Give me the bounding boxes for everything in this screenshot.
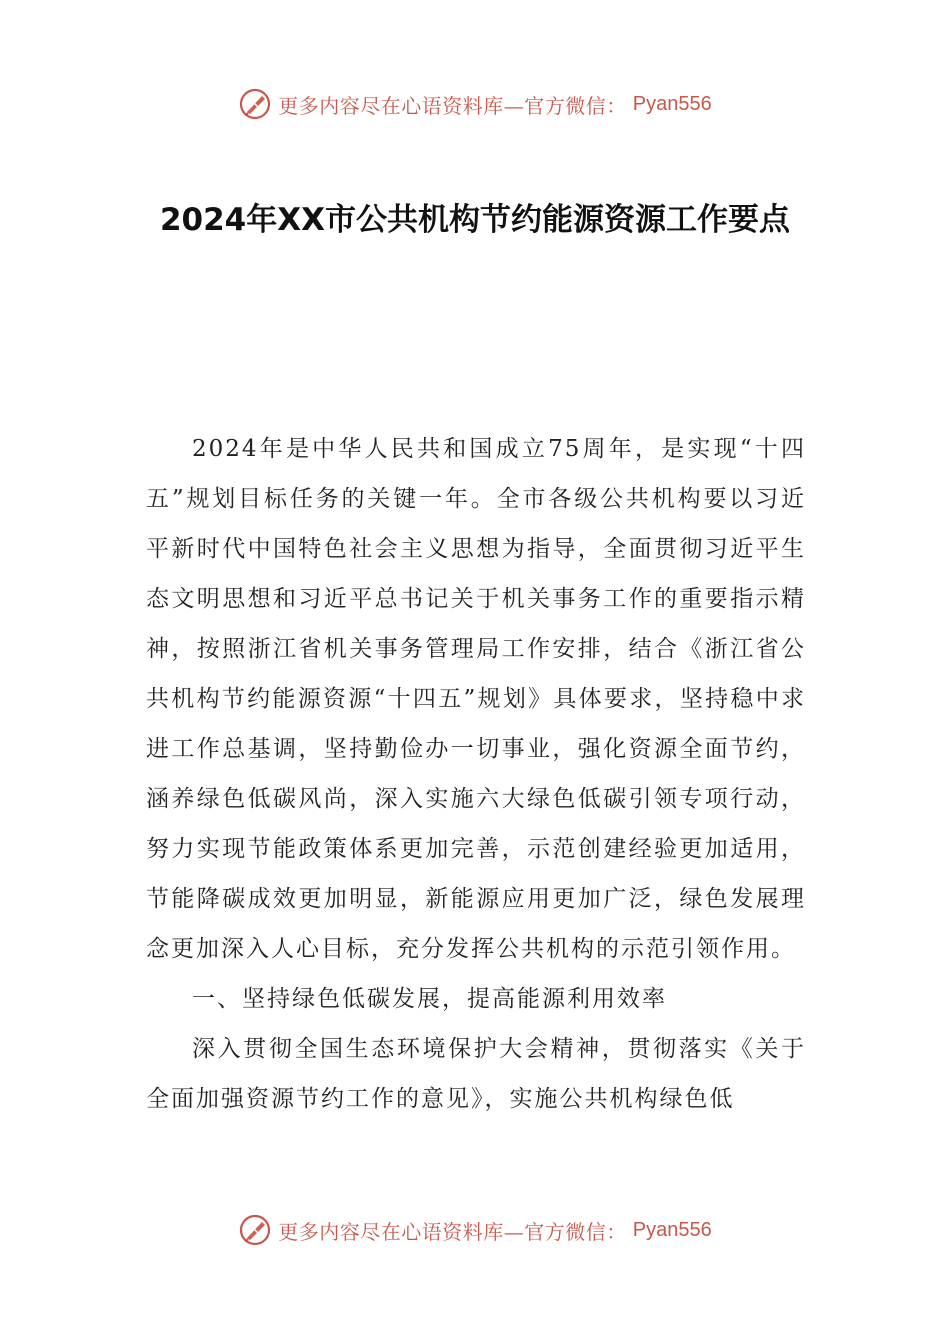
watermark-footer-id: Pyan556 <box>632 1218 712 1241</box>
watermark-header-group <box>238 87 711 121</box>
section-heading-1: 一、坚持绿色低碳发展，提高能源利用效率 <box>192 986 667 1012</box>
watermark-header-text: 更多内容尽在心语资料库—官方微信： <box>278 93 627 118</box>
watermark-footer-group <box>238 1213 711 1247</box>
quill-logo-icon <box>238 87 272 121</box>
paragraph-section-1: 深入贯彻全国生态环境保护大会精神，贯彻落实《关于全面加强资源节约工作的意见》，实施公共机构绿色低 <box>146 1036 806 1112</box>
paragraph-intro: 2024年是中华人民共和国成立75周年，是实现“十四五”规划目标任务的关键一年。全市各级公共机构要以习近平新时代中国特色社会主义思想为指导，全面贯彻习近平生态文明思想和习近平总书记关于机关事务工作的重要指示精神，按照浙江省机关事务管理局工作安排，结合《浙江省公共机构节约能源资源“十四五”规划》具体要求，坚持稳中求进工作总基调，坚持勤俭办一切事业，强化资源全面节约，涵养绿色低碳风尚，深入实施六大绿色低碳引领专项行动，努力实现节能政策体系更加完善，示范创建经验更加适用，节能降碳成效更加明显，新能源应用更加广泛，绿色发展理念更加深入人心目标，充分发挥公共机构的示范引领作用。 <box>146 436 806 962</box>
quill-logo-icon <box>238 1213 272 1247</box>
document-body <box>146 424 806 1124</box>
watermark-header <box>0 84 950 124</box>
watermark-footer <box>0 1210 950 1250</box>
document-title: 2024年XX市公共机构节约能源资源工作要点 <box>159 202 791 238</box>
watermark-footer-text: 更多内容尽在心语资料库—官方微信： <box>278 1219 627 1244</box>
watermark-header-id: Pyan556 <box>632 92 712 115</box>
